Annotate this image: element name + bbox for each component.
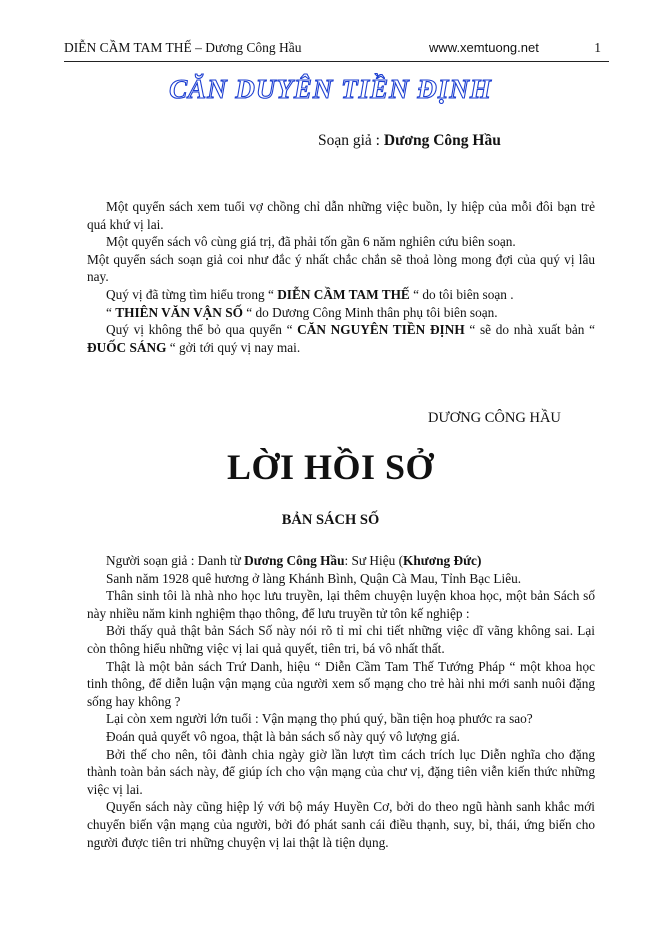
- author-line: [318, 132, 501, 150]
- intro-paragraph: Một quyển sách soạn giả coi như đắc ý nhất chắc chắn sẽ thoả lòng mong đợi của quý vị lâu nay.: [87, 251, 595, 285]
- header-book-title: DIỄN CẦM TAM THẾ – Dương Công Hầu: [64, 40, 302, 55]
- header-website[interactable]: www.xemtuong.net: [429, 40, 539, 55]
- intro-paragraph: Quý vị không thể bỏ qua quyển “ CĂN NGUYÊN TIỀN ĐỊNH “ sẽ do nhà xuất bản “ ĐUỐC SÁNG “ gởi tới quý vị nay mai.: [87, 322, 596, 355]
- section-paragraph: Sanh năm 1928 quê hương ở làng Khánh Bình, Quận Cà Mau, Tỉnh Bạc Liêu.: [106, 570, 522, 586]
- section-paragraph: Bởi thế cho nên, tôi đành chia ngày giờ lần lượt tìm cách trích lục Diễn nghĩa cho đặng thành toàn bản sách này, để giúp ích cho vận mạng của chư vị, đặng tiên viễn kiến thức những việc vị lai.: [87, 746, 595, 797]
- section-paragraph: Quyển sách này cũng hiệp lý với bộ máy Huyền Cơ, bởi do theo ngũ hành sanh khắc mới chuyển biến vận mạng của người, bởi đó phát sanh cái điều thạnh, suy, bỉ, thái, ứng biến cho người được tiên tri những chuyện vị lai thật là tiện dụng.: [87, 799, 595, 850]
- author-label: Soạn giả :: [318, 132, 384, 149]
- intro-paragraph: Quý vị đã từng tìm hiểu trong “ DIỄN CẦM TAM THẾ “ do tôi biên soạn .: [106, 286, 514, 302]
- section-text: [87, 552, 595, 851]
- book-title: CĂN DUYÊN TIỀN ĐỊNH: [169, 74, 492, 104]
- intro-paragraph: “ THIÊN VĂN VẬN SỐ “ do Dương Công Minh thân phụ tôi biên soạn.: [106, 304, 498, 320]
- section-paragraph: Thân sinh tôi là nhà nho học lưu truyền, lại thêm chuyện luyện khoa học, một bản Sách số này nhiều năm kinh nghiệm thạo thông, để lưu truyền tử tôn kế nghiệp :: [87, 588, 595, 621]
- page-header: [64, 38, 609, 60]
- header-divider: [64, 61, 609, 62]
- intro-text: [87, 198, 595, 356]
- section-subtitle: BẢN SÁCH SỐ: [281, 512, 380, 528]
- page-number: 1: [594, 40, 601, 55]
- section-title: LỜI HỒI SỞ: [226, 447, 435, 487]
- section-paragraph: Thật là một bản sách Trứ Danh, hiệu “ Diễn Cầm Tam Thế Tướng Pháp “ một khoa học tinh thông, để diễn luận vận mạng của người xem số mạng cho trẻ hài nhi mới sanh nuôi đặng sống hay không ?: [87, 658, 595, 709]
- author-name: Dương Công Hầu: [383, 132, 501, 149]
- signature: DƯƠNG CÔNG HẦU: [428, 410, 561, 426]
- section-paragraph: Bởi thấy quả thật bản Sách Số này nói rõ tỉ mỉ chi tiết những việc dĩ vãng không sai. Lại còn thông hiểu những việc vị lai quả quyết, tiên tri, bá vô nhất thất.: [87, 623, 595, 656]
- section-paragraph: Lại còn xem người lớn tuổi : Vận mạng thọ phú quý, bần tiện hoạ phước ra sao?: [106, 711, 533, 727]
- intro-paragraph: Một quyển sách vô cùng giá trị, đã phải tốn gần 6 năm nghiên cứu biên soạn.: [106, 234, 516, 250]
- section-paragraph: Đoán quả quyết vô ngoa, thật là bản sách số này quý vô lượng giá.: [106, 728, 460, 744]
- section-paragraph: Người soạn giả : Danh từ Dương Công Hầu: Sư Hiệu (Khương Đức): [106, 553, 482, 568]
- intro-paragraph: Một quyển sách xem tuổi vợ chồng chỉ dẫn những việc buồn, ly hiệp của mỗi đôi bạn trẻ quá khứ vị lai.: [87, 199, 595, 232]
